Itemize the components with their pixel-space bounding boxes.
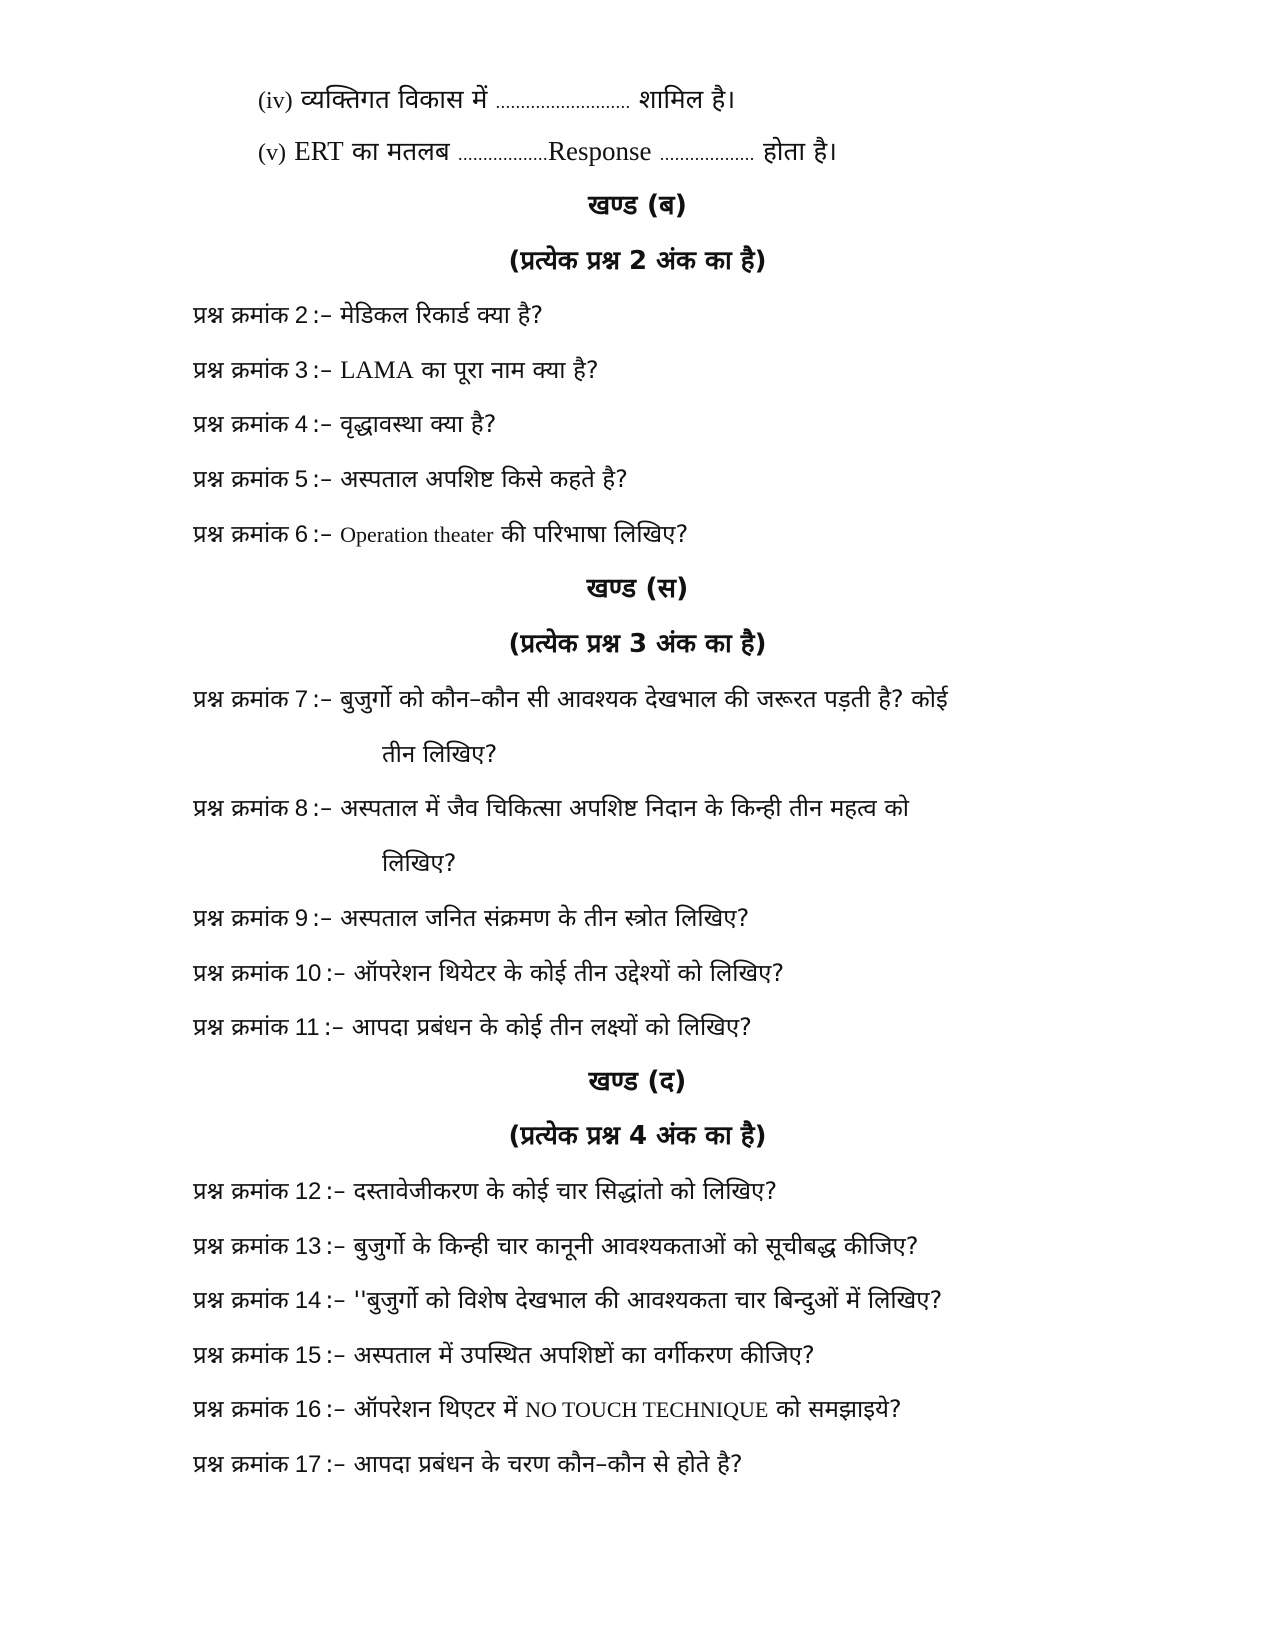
question-9 [193, 900, 749, 937]
question-text: का पूरा नाम क्या है? [421, 356, 599, 384]
question-text: अस्पताल जनित संक्रमण के तीन स्त्रोत लिखिए? [340, 904, 750, 932]
question-text: ऑपरेशन थियेटर के कोई तीन उद्देश्यों को लिखिए? [353, 959, 785, 987]
question-number: 6 [294, 521, 309, 548]
question-prefix: प्रश्न क्रमांक [193, 356, 289, 384]
section-d-marks: (प्रत्येक प्रश्न 4 अंक का है) [508, 1121, 767, 1151]
section-b-title: खण्ड (ब) [588, 190, 687, 221]
question-number: 12 [294, 1178, 322, 1205]
question-prefix: प्रश्न क्रमांक [193, 1341, 289, 1369]
fill-blank-text-before: व्यक्तिगत विकास में [300, 85, 488, 115]
question-prefix: प्रश्न क्रमांक [193, 1232, 289, 1260]
question-text-before: ऑपरेशन थिएटर में [353, 1395, 518, 1423]
question-latin-term: NO TOUCH TECHNIQUE [525, 1397, 769, 1422]
section-c-title: खण्ड (स) [586, 573, 689, 604]
question-number: 16 [294, 1396, 322, 1423]
question-text: बुजुर्गो को कौन–कौन सी आवश्यक देखभाल की जरूरत पड़ती है? कोई [340, 685, 948, 713]
question-separator: :– [312, 301, 333, 329]
question-number: 11 [294, 1014, 320, 1041]
question-number: 10 [294, 960, 322, 987]
question-separator: :– [312, 794, 333, 822]
fill-blank-text-after: होता है। [763, 137, 838, 167]
question-10 [193, 955, 784, 992]
fill-blank-dots: .................. [457, 144, 548, 164]
question-number: 8 [294, 795, 309, 822]
question-prefix: प्रश्न क्रमांक [193, 410, 289, 438]
question-number: 14 [294, 1287, 322, 1314]
question-separator: :– [312, 410, 333, 438]
question-text: बुजुर्गो के किन्ही चार कानूनी आवश्यकताओं को सूचीबद्ध कीजिए? [353, 1232, 919, 1260]
question-separator: :– [325, 1341, 346, 1369]
question-prefix: प्रश्न क्रमांक [193, 301, 289, 329]
question-13 [193, 1228, 919, 1265]
fill-blank-iv [258, 82, 735, 120]
question-12 [193, 1173, 777, 1210]
question-separator: :– [312, 465, 333, 493]
question-prefix: प्रश्न क्रमांक [193, 520, 289, 548]
fill-blank-label: (v) [258, 140, 286, 166]
question-number: 3 [294, 357, 309, 384]
question-3 [193, 352, 599, 389]
question-separator: :– [312, 904, 333, 932]
question-4 [193, 406, 496, 443]
question-latin-term: LAMA [340, 357, 414, 384]
question-prefix: प्रश्न क्रमांक [193, 1177, 289, 1205]
question-number: 5 [294, 466, 309, 493]
question-2 [193, 297, 543, 334]
question-number: 15 [294, 1342, 322, 1369]
question-separator: :– [325, 1177, 346, 1205]
question-prefix: प्रश्न क्रमांक [193, 685, 289, 713]
question-separator: :– [325, 1395, 346, 1423]
question-11 [193, 1009, 752, 1046]
question-7-continuation: तीन लिखिए? [382, 740, 498, 768]
question-prefix: प्रश्न क्रमांक [193, 904, 289, 932]
fill-blank-latin-middle: Response [547, 136, 652, 166]
question-5 [193, 461, 628, 498]
question-text: वृद्धावस्था क्या है? [340, 410, 497, 438]
question-separator: :– [325, 959, 346, 987]
fill-blank-dots: ................... [659, 144, 755, 164]
question-number: 17 [294, 1451, 322, 1478]
question-text: को समझाइये? [776, 1395, 902, 1423]
question-17 [193, 1446, 743, 1483]
question-text: अस्पताल अपशिष्ट किसे कहते है? [340, 465, 628, 493]
question-number: 9 [294, 905, 309, 932]
question-separator: :– [312, 520, 333, 548]
question-prefix: प्रश्न क्रमांक [193, 794, 289, 822]
fill-blank-text-after: शामिल है। [638, 85, 736, 115]
question-prefix: प्रश्न क्रमांक [193, 465, 289, 493]
question-separator: :– [325, 1286, 346, 1314]
question-text: अस्पताल में जैव चिकित्सा अपशिष्ट निदान के किन्ही तीन महत्व को [340, 794, 910, 822]
question-text: आपदा प्रबंधन के चरण कौन–कौन से होते है? [353, 1450, 743, 1478]
section-c-marks: (प्रत्येक प्रश्न 3 अंक का है) [508, 629, 767, 659]
question-separator: :– [323, 1013, 344, 1041]
question-number: 2 [294, 302, 309, 329]
fill-blank-label: (iv) [258, 88, 293, 114]
question-separator: :– [325, 1232, 346, 1260]
question-number: 4 [294, 411, 309, 438]
question-text: दस्तावेजीकरण के कोई चार सिद्धांतो को लिखिए? [353, 1177, 778, 1205]
question-14 [193, 1282, 942, 1319]
question-prefix: प्रश्न क्रमांक [193, 1013, 289, 1041]
question-8 [193, 790, 909, 827]
question-separator: :– [312, 685, 333, 713]
question-separator: :– [312, 356, 333, 384]
question-text: की परिभाषा लिखिए? [501, 520, 689, 548]
question-text: ''बुजुर्गो को विशेष देखभाल की आवश्यकता चार बिन्दुओं में लिखिए? [353, 1286, 943, 1314]
question-7 [193, 681, 948, 718]
section-b-marks: (प्रत्येक प्रश्न 2 अंक का है) [508, 246, 767, 276]
question-separator: :– [325, 1450, 346, 1478]
fill-blank-latin-before: ERT [294, 136, 344, 166]
question-number: 13 [294, 1233, 322, 1260]
question-prefix: प्रश्न क्रमांक [193, 1450, 289, 1478]
question-latin-term: Operation theater [340, 522, 494, 547]
question-16 [193, 1391, 902, 1428]
question-prefix: प्रश्न क्रमांक [193, 1395, 289, 1423]
fill-blank-text-before: का मतलब [351, 137, 450, 167]
fill-blank-v [258, 133, 837, 172]
section-d-title: खण्ड (द) [588, 1066, 687, 1097]
question-8-continuation: लिखिए? [382, 849, 457, 877]
question-6 [193, 516, 688, 553]
fill-blank-dots: ........................... [495, 92, 631, 112]
question-15 [193, 1337, 815, 1374]
question-text: अस्पताल में उपस्थित अपशिष्टों का वर्गीकरण कीजिए? [353, 1341, 815, 1369]
question-number: 7 [294, 686, 309, 713]
question-text: मेडिकल रिकार्ड क्या है? [340, 301, 544, 329]
question-text: आपदा प्रबंधन के कोई तीन लक्ष्यों को लिखिए? [351, 1013, 752, 1041]
question-prefix: प्रश्न क्रमांक [193, 959, 289, 987]
question-prefix: प्रश्न क्रमांक [193, 1286, 289, 1314]
